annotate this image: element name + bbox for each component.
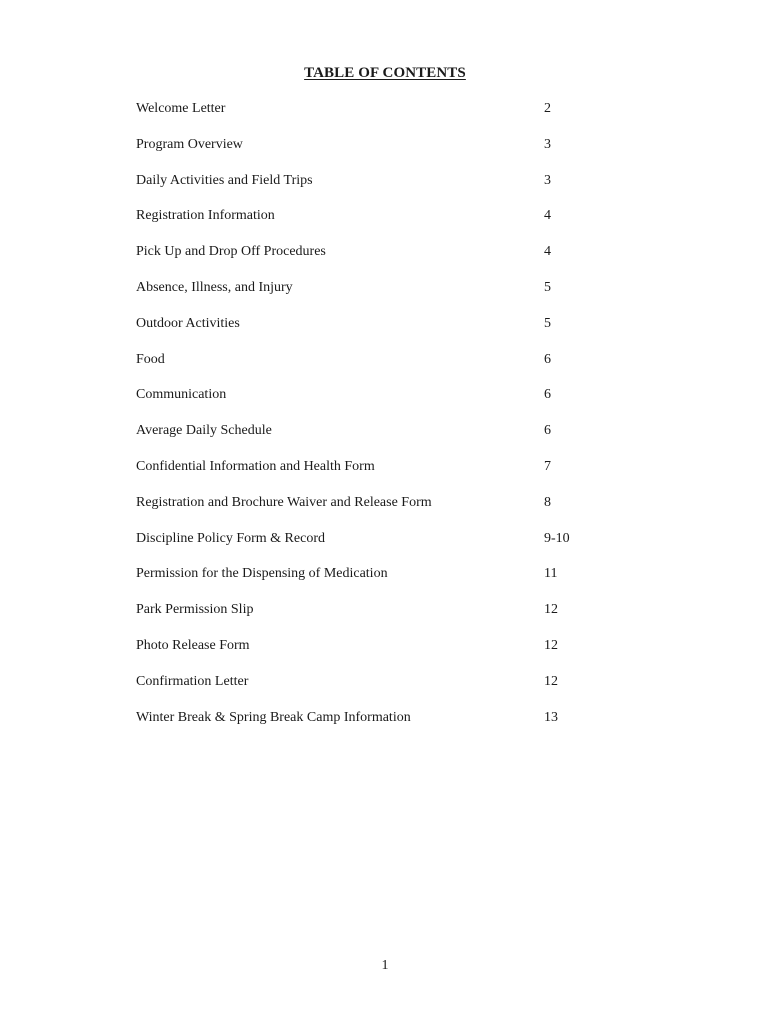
toc-entry bbox=[136, 99, 696, 135]
toc-entry bbox=[136, 278, 696, 314]
toc-entry-page: 5 bbox=[544, 279, 551, 295]
toc-entry-label: Winter Break & Spring Break Camp Information bbox=[136, 709, 411, 725]
toc-entry-page: 3 bbox=[544, 136, 551, 152]
toc-entry-label: Daily Activities and Field Trips bbox=[136, 172, 313, 188]
toc-entry-page: 4 bbox=[544, 208, 551, 224]
toc-title: TABLE OF CONTENTS bbox=[304, 65, 466, 81]
toc-entry bbox=[136, 493, 696, 529]
toc-entry bbox=[136, 600, 696, 636]
toc-entry-label: Registration and Brochure Waiver and Release Form bbox=[136, 494, 432, 510]
toc-entry bbox=[136, 385, 696, 421]
toc-entry-page: 12 bbox=[544, 637, 558, 653]
toc-entry-page: 7 bbox=[544, 458, 551, 474]
toc-entry-page: 5 bbox=[544, 315, 551, 331]
toc-entry-label: Food bbox=[136, 351, 165, 367]
toc-entry-page: 8 bbox=[544, 494, 551, 510]
toc-entry-page: 11 bbox=[544, 566, 558, 582]
toc-entry-label: Pick Up and Drop Off Procedures bbox=[136, 244, 326, 260]
toc-entry-page: 12 bbox=[544, 602, 558, 618]
toc-entry-label: Outdoor Activities bbox=[136, 315, 240, 331]
toc-entry-label: Program Overview bbox=[136, 136, 243, 152]
toc-entry bbox=[136, 171, 696, 207]
toc-entry-page: 6 bbox=[544, 387, 551, 403]
toc-entry bbox=[136, 636, 696, 672]
toc-entry-page: 6 bbox=[544, 351, 551, 367]
toc-entry bbox=[136, 564, 696, 600]
toc-entry-page: 4 bbox=[544, 244, 551, 260]
page-number: 1 bbox=[381, 958, 389, 973]
toc-entry-label: Discipline Policy Form & Record bbox=[136, 530, 325, 546]
toc-list bbox=[136, 99, 696, 743]
toc-entry-page: 9-10 bbox=[544, 530, 570, 546]
toc-entry-label: Absence, Illness, and Injury bbox=[136, 279, 293, 295]
toc-entry bbox=[136, 242, 696, 278]
toc-entry-page: 12 bbox=[544, 673, 558, 689]
toc-entry bbox=[136, 708, 696, 744]
toc-entry bbox=[136, 457, 696, 493]
toc-entry-label: Average Daily Schedule bbox=[136, 423, 272, 439]
toc-entry-label: Permission for the Dispensing of Medication bbox=[136, 566, 388, 582]
toc-entry-page: 3 bbox=[544, 172, 551, 188]
toc-entry-page: 2 bbox=[544, 101, 551, 116]
toc-entry-page: 6 bbox=[544, 423, 551, 439]
toc-entry-label: Registration Information bbox=[136, 208, 275, 224]
toc-entry-label: Photo Release Form bbox=[136, 637, 250, 653]
toc-entry bbox=[136, 672, 696, 708]
toc-entry bbox=[136, 314, 696, 350]
toc-entry bbox=[136, 206, 696, 242]
toc-entry-label: Communication bbox=[136, 387, 227, 403]
toc-entry bbox=[136, 529, 696, 565]
toc-entry-label: Welcome Letter bbox=[136, 101, 226, 116]
toc-entry-page: 13 bbox=[544, 709, 558, 725]
toc-entry bbox=[136, 350, 696, 386]
toc-entry-label: Park Permission Slip bbox=[136, 602, 254, 618]
toc-entry-label: Confirmation Letter bbox=[136, 673, 249, 689]
toc-entry-label: Confidential Information and Health Form bbox=[136, 458, 375, 474]
toc-entry bbox=[136, 135, 696, 171]
toc-entry bbox=[136, 421, 696, 457]
